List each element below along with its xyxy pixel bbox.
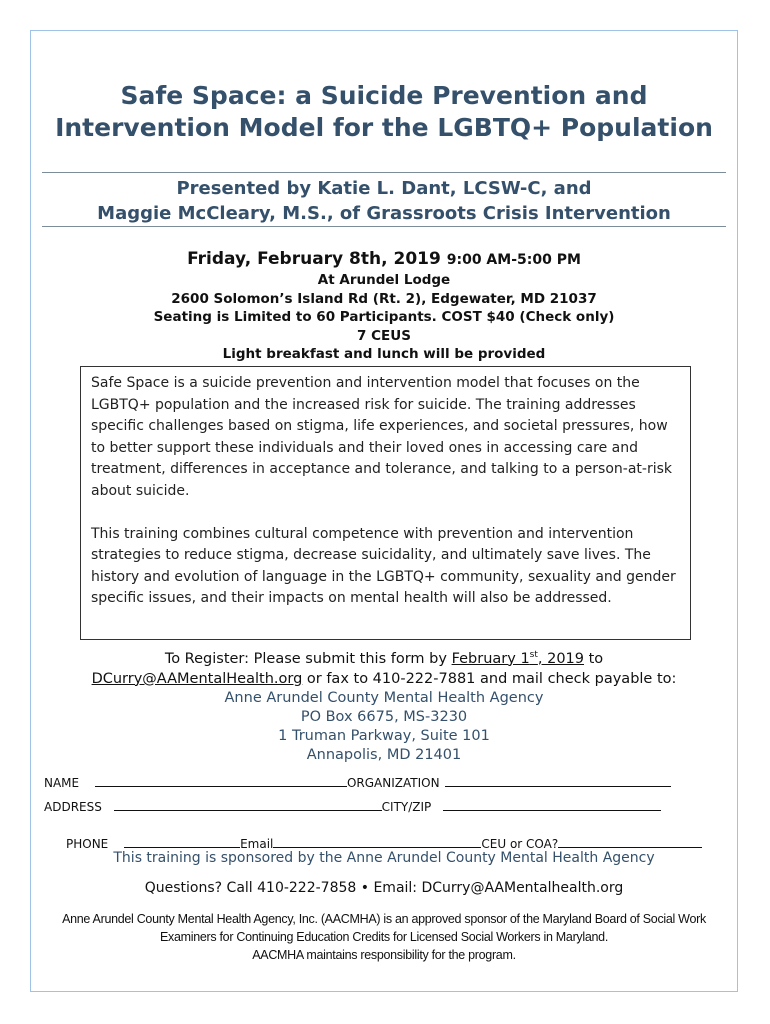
phone-field[interactable]: [124, 836, 240, 848]
event-details: [30, 271, 738, 364]
title-line-2: Intervention Model for the LGBTQ+ Population: [55, 113, 713, 142]
register-email-link[interactable]: DCurry@AAMentalHealth.org: [91, 670, 303, 687]
payee-city: Annapolis, MD 21401: [306, 746, 462, 763]
divider-top: [42, 172, 726, 173]
footer-line-1: Anne Arundel County Mental Health Agency, Inc. (AACMHA) is an approved sponsor of the Maryland Board of Social Work: [62, 912, 706, 926]
event-date-text: Friday, February 8th, 2019: [187, 249, 441, 269]
register-deadline: February 1st, 2019: [451, 650, 585, 667]
description-paragraph-1: Safe Space is a suicide prevention and intervention model that focuses on the LGBTQ+ population and the increased risk for suicide. The training addresses specific challenges based on stigma, life experiences, and societal pressures, how to better support these individuals and their loved ones in accessing care and treatment, differences in acceptance and tolerance, and talking to a person-at-risk about suicide.: [91, 375, 673, 499]
city-zip-field[interactable]: [443, 799, 661, 811]
organization-field[interactable]: [445, 775, 671, 787]
title-line-1: Safe Space: a Suicide Prevention and: [120, 81, 648, 110]
event-address: 2600 Solomon’s Island Rd (Rt. 2), Edgewater, MD 21037: [171, 290, 597, 307]
register-contact-line: DCurry@AAMentalHealth.org or fax to 410-222-7881 and mail check payable to:: [91, 670, 677, 687]
payee-po-box: PO Box 6675, MS-3230: [300, 708, 468, 725]
organization-label: ORGANIZATION: [346, 776, 440, 790]
payee-name: Anne Arundel County Mental Health Agency: [224, 689, 544, 706]
event-seating: Seating is Limited to 60 Participants. COST $40 (Check only): [153, 309, 615, 325]
email-field[interactable]: [273, 836, 481, 848]
description-box: [80, 366, 691, 640]
description-paragraph-2: This training combines cultural competence with prevention and intervention strategies to reduce stigma, decrease suicidality, and ultimately save lives. The history and evolution of language in the LGBTQ+ community, sexuality and gender specific issues, and their impacts on mental health will also be addressed.: [91, 525, 676, 607]
accreditation-footer: [30, 910, 738, 964]
divider-bottom: [42, 226, 726, 227]
payee-street: 1 Truman Parkway, Suite 101: [278, 727, 490, 744]
presenters-line-2: Maggie McCleary, M.S., of Grassroots Crisis Intervention: [97, 203, 671, 224]
register-line: To Register: Please submit this form by February 1st, 2019 to: [164, 650, 604, 667]
flyer-title: [30, 80, 738, 144]
questions-line: Questions? Call 410-222-7858 • Email: DCurry@AAMentalhealth.org: [144, 880, 624, 896]
registration-info: [30, 645, 738, 765]
name-field[interactable]: [95, 775, 347, 787]
city-zip-label: CITY/ZIP: [381, 800, 432, 814]
footer-line-2: Examiners for Continuing Education Credits for Licensed Social Workers in Maryland.: [159, 930, 608, 944]
address-field[interactable]: [114, 799, 382, 811]
email-label: Email: [240, 837, 274, 851]
name-label: NAME: [44, 776, 80, 790]
event-ceus: 7 CEUS: [357, 327, 411, 344]
form-row-address: [44, 799, 661, 814]
sponsor-line: This training is sponsored by the Anne Arundel County Mental Health Agency: [113, 850, 655, 866]
ceu-field[interactable]: [558, 836, 702, 848]
ceu-label: CEU or COA?: [481, 837, 559, 851]
form-row-phone: [66, 836, 702, 851]
presenters: [30, 176, 738, 226]
footer-line-3: AACMHA maintains responsibility for the program.: [252, 948, 516, 962]
form-row-name: [44, 775, 671, 790]
address-label: ADDRESS: [44, 800, 102, 814]
presenters-line-1: Presented by Katie L. Dant, LCSW-C, and: [176, 178, 592, 199]
event-time: 9:00 AM-5:00 PM: [446, 252, 581, 268]
event-venue: At Arundel Lodge: [317, 272, 451, 288]
event-date: [30, 248, 738, 271]
phone-label: PHONE: [66, 837, 109, 851]
event-meals: Light breakfast and lunch will be provided: [222, 346, 546, 362]
